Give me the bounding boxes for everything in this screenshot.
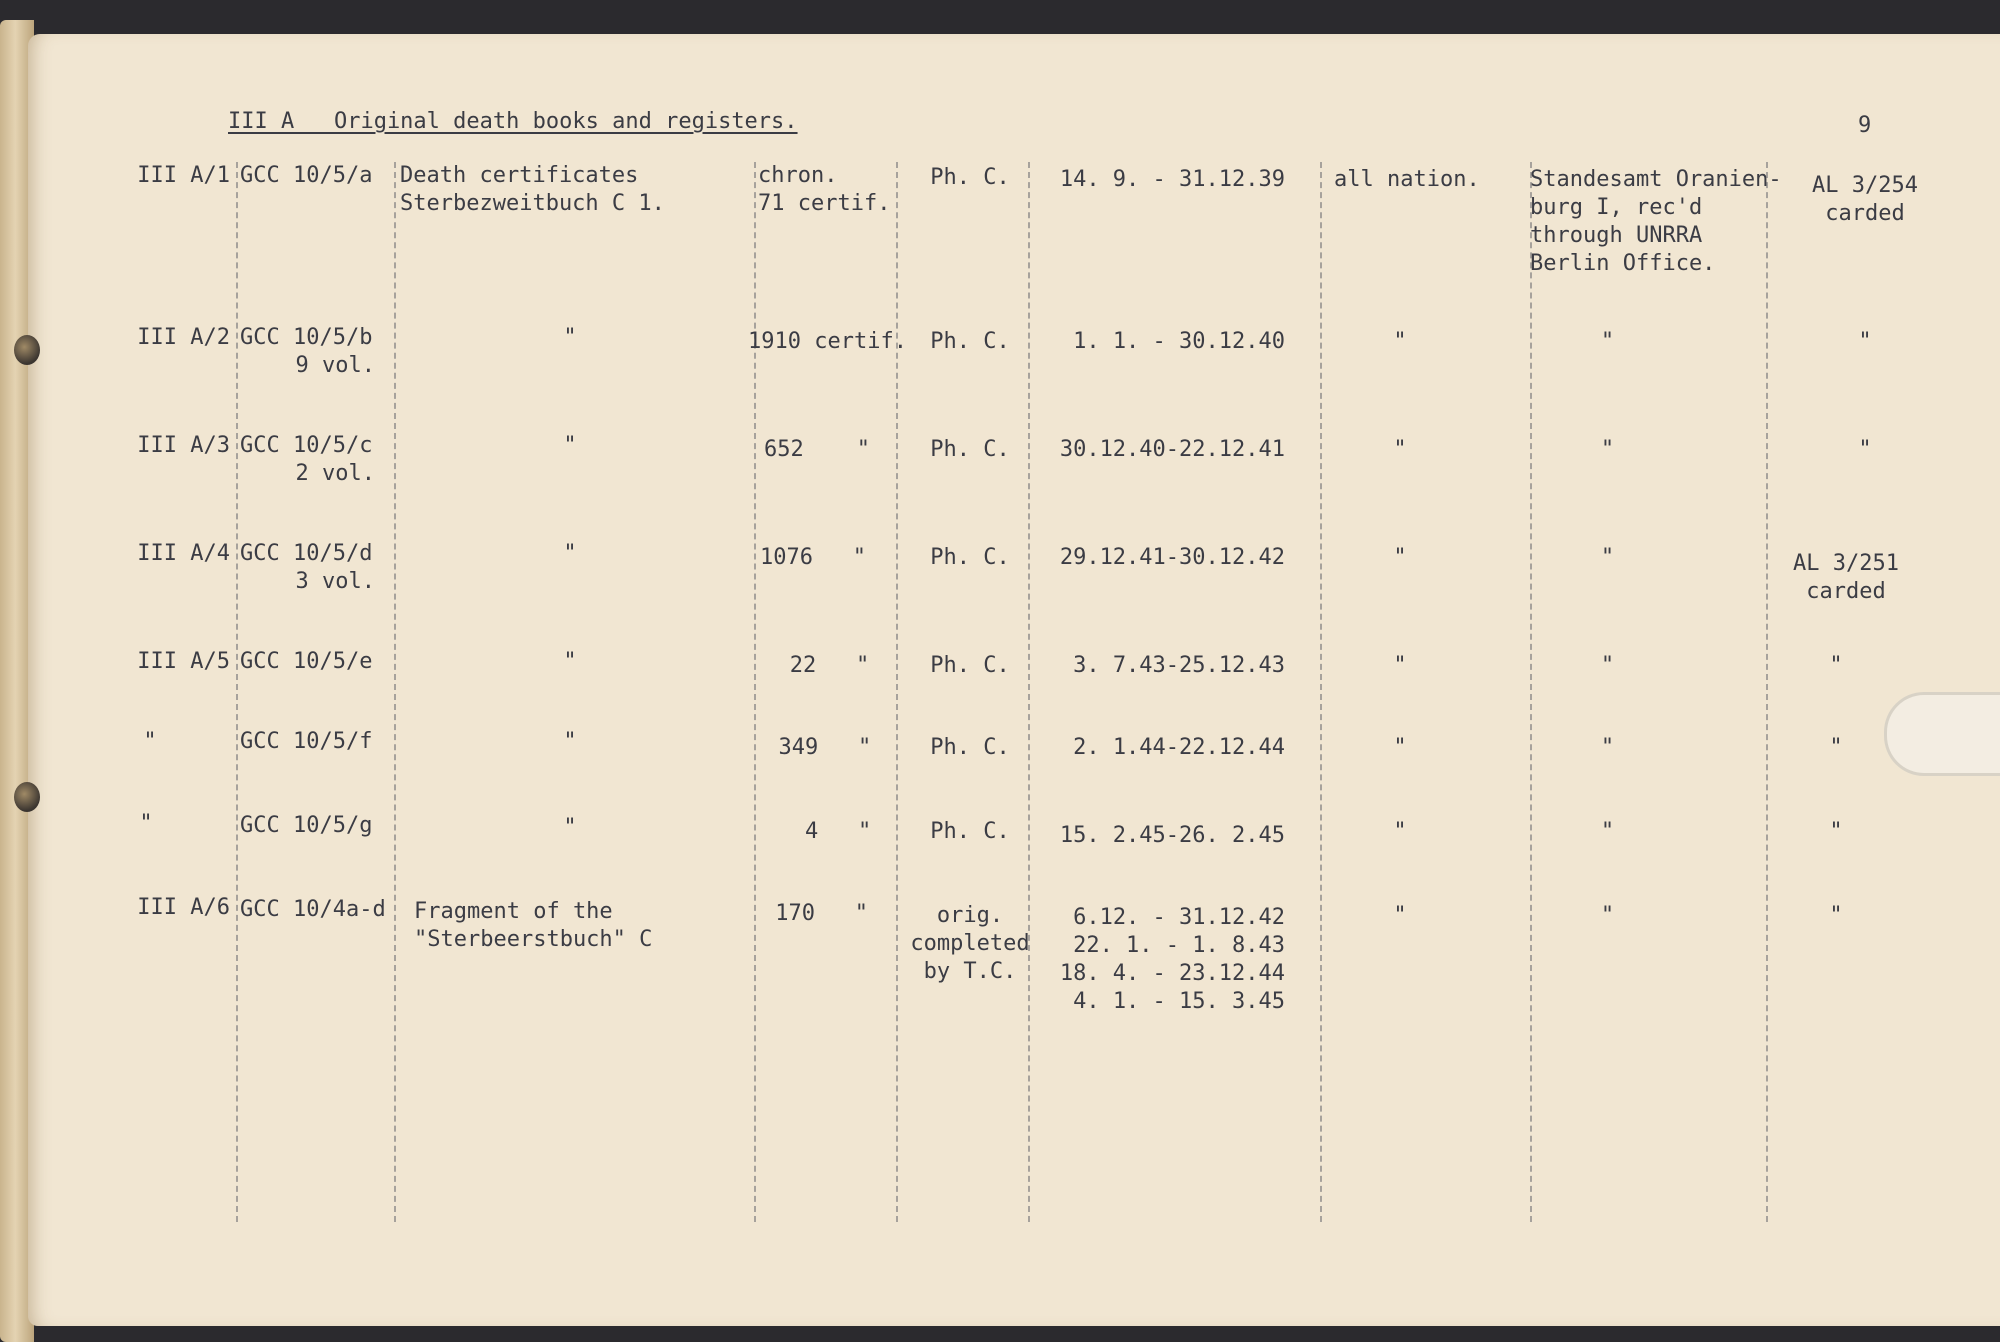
record-ref: III A/6 [137,895,230,920]
certificate-count: 1910 certif. [748,329,907,354]
gcc-number: GCC 10/5/d [240,541,373,566]
certificate-count: chron. 71 certif. [758,163,891,216]
column-rule [1320,162,1322,1222]
column-rule [394,162,396,1222]
copy-type: Ph. C. [930,653,1010,678]
record-description: " [563,649,577,674]
nationality: " [1393,903,1407,928]
record-description: Death certificates Sterbezweitbuch C 1. [400,163,665,216]
copy-type: Ph. C. [930,165,1010,190]
nationality: " [1393,545,1407,570]
record-source: " [1600,903,1615,928]
al-reference: " [1829,819,1843,844]
nationality: " [1393,819,1407,844]
record-ref: III A/2 [137,325,230,350]
al-reference: AL 3/251 carded [1793,551,1899,604]
gcc-number: GCC 10/4a-d [240,897,386,922]
column-rule [1766,162,1768,1222]
al-reference: " [1858,437,1872,462]
record-source: Standesamt Oranien- burg I, rec'd through UNRRA Berlin Office. [1530,167,1782,276]
date-range: 1. 1. - 30.12.40 [1073,329,1285,354]
binder-ring-lower [14,782,40,812]
record-source: " [1600,735,1615,760]
nationality: " [1393,735,1407,760]
gcc-number: GCC 10/5/b [240,325,373,350]
certificate-count: 170 " [762,901,868,926]
record-source: " [1600,819,1615,844]
nationality: all nation. [1334,167,1480,192]
record-description: Fragment of the "Sterbeerstbuch" C [414,899,653,952]
certificate-count: 4 " [752,819,872,844]
date-range: 15. 2.45-26. 2.45 [1059,823,1285,848]
certificate-count: 1076 " [760,545,866,570]
date-range: 14. 9. - 31.12.39 [1059,167,1285,192]
copy-type: Ph. C. [930,437,1010,462]
record-ref: III A/3 [137,433,230,458]
page-number: 9 [1858,113,1872,138]
record-ref: III A/1 [137,163,230,188]
column-rule [754,162,756,1222]
record-description: " [563,433,577,458]
al-reference: " [1858,329,1872,354]
gcc-number: GCC 10/5/g [240,813,373,838]
al-reference: " [1829,653,1843,678]
certificate-count: 652 " [764,437,870,462]
al-reference: " [1829,903,1843,928]
record-source: " [1600,437,1615,462]
record-description: " [563,541,577,566]
al-reference: AL 3/254 carded [1812,173,1918,226]
gcc-volumes: 2 vol. [295,461,375,486]
date-range: 3. 7.43-25.12.43 [1073,653,1285,678]
copy-type: Ph. C. [930,329,1010,354]
column-rule [236,162,238,1222]
certificate-count: 349 " [752,735,872,760]
record-description: " [563,729,577,754]
column-rule [1028,162,1030,1222]
page-heading: III A Original death books and registers. [228,109,798,134]
record-description: " [563,325,577,350]
gcc-number: GCC 10/5/e [240,649,373,674]
copy-type: Ph. C. [930,735,1010,760]
nationality: " [1393,329,1407,354]
certificate-count: 22 " [750,653,870,678]
binder-ring-upper [14,335,40,365]
column-rule [1530,162,1532,1222]
record-ref: III A/5 [137,649,230,674]
record-source: " [1600,545,1615,570]
record-source: " [1600,329,1615,354]
record-ref: " [143,729,157,754]
nationality: " [1393,437,1407,462]
date-range: 2. 1.44-22.12.44 [1073,735,1285,760]
copy-type: Ph. C. [930,819,1010,844]
nationality: " [1393,653,1407,678]
record-ref: " [139,811,153,836]
gcc-number: GCC 10/5/a [240,163,373,188]
date-range: 29.12.41-30.12.42 [1059,545,1285,570]
record-ref: III A/4 [137,541,230,566]
al-reference: " [1829,735,1843,760]
record-source: " [1600,653,1615,678]
date-range: 6.12. - 31.12.42 22. 1. - 1. 8.43 18. 4. - 23.12.44 4. 1. - 15. 3.45 [1059,905,1285,1014]
gcc-number: GCC 10/5/c [240,433,373,458]
copy-type: orig. completed by T.C. [910,903,1030,984]
gcc-volumes: 3 vol. [295,569,375,594]
column-rule [896,162,898,1222]
gcc-volumes: 9 vol. [295,353,375,378]
copy-type: Ph. C. [930,545,1010,570]
date-range: 30.12.40-22.12.41 [1059,437,1285,462]
record-description: " [563,815,577,840]
gcc-number: GCC 10/5/f [240,729,373,754]
